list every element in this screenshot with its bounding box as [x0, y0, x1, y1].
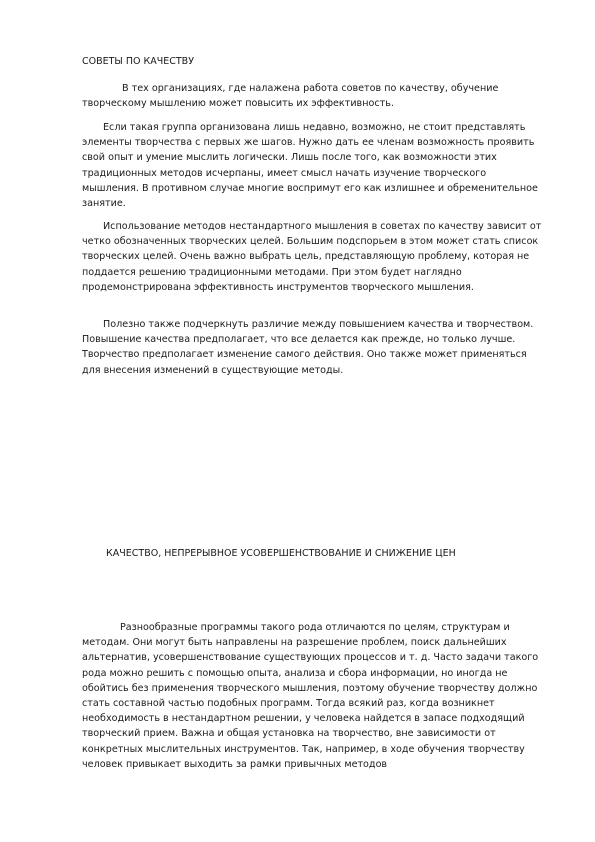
- paragraph-5-text: Разнообразные программы такого рода отличаются по целям, структурам и методам. Они могут быть направлены на разрешение проблем, поиск дальнейших альтернатив, усовершенствование существующих процессов и т. д. Часто задачи такого рода можно решить с помощью опыта, анализа и сбора информации, но иногда не обойтись без применения творческого мышления, поэтому обучение творчеству должно стать составной частью подобных программ. Тогда всякий раз, когда возникнет необходимость в нестандартном решении, у человека найдется в запасе подходящий творческий прием. Важна и общая установка на творчество, вне зависимости от конкретных мыслительных инструментов. Так, например, в ходе обучения творчеству человек привыкает выходить за рамки привычных методов: [82, 622, 539, 770]
- paragraph-4-text: Полезно также подчеркнуть различие между повышением качества и творчеством. Повышение качества предполагает, что все делается как прежде, но только лучше. Творчество предполагает изменение самого действия. Оно также может применяться для внесения изменений в существующие методы.: [82, 319, 534, 376]
- paragraph-1-text: В тех организациях, где налажена работа советов по качеству, обучение творческому мышлению может повысить их эффективность.: [82, 83, 499, 110]
- paragraph-3-text: Использование методов нестандартного мышления в советах по качеству зависит от четко обозначенных творческих целей. Большим подспорьем в этом может стать список творческих целей. Очень важно выбрать цель, представляющую проблему, которая не поддается решению традиционными методами. При этом будет наглядно продемонстрирована эффективность инструментов творческого мышления.: [82, 221, 542, 293]
- paragraph-2: [82, 120, 544, 211]
- paragraph-2-text: Если такая группа организована лишь недавно, возможно, не стоит представлять элементы творчества с первых же шагов. Нужно дать ее членам возможность проявить свой опыт и умение мыслить логически. Лишь после того, как возможности этих традиционных методов исчерпаны, имеет смысл начать изучение творческого мышления. В противном случае многие воспримут его как излишнее и обременительное занятие.: [82, 122, 538, 210]
- paragraph-4: [82, 317, 544, 378]
- paragraph-1: [82, 81, 544, 111]
- paragraph-5: [82, 620, 544, 772]
- section-title-quality-improvement: КАЧЕСТВО, НЕПРЕРЫВНОЕ УСОВЕРШЕНСТВОВАНИЕ И СНИЖЕНИЕ ЦЕН: [106, 548, 456, 559]
- paragraph-3: [82, 219, 544, 295]
- section-title-quality-councils: СОВЕТЫ ПО КАЧЕСТВУ: [82, 56, 194, 67]
